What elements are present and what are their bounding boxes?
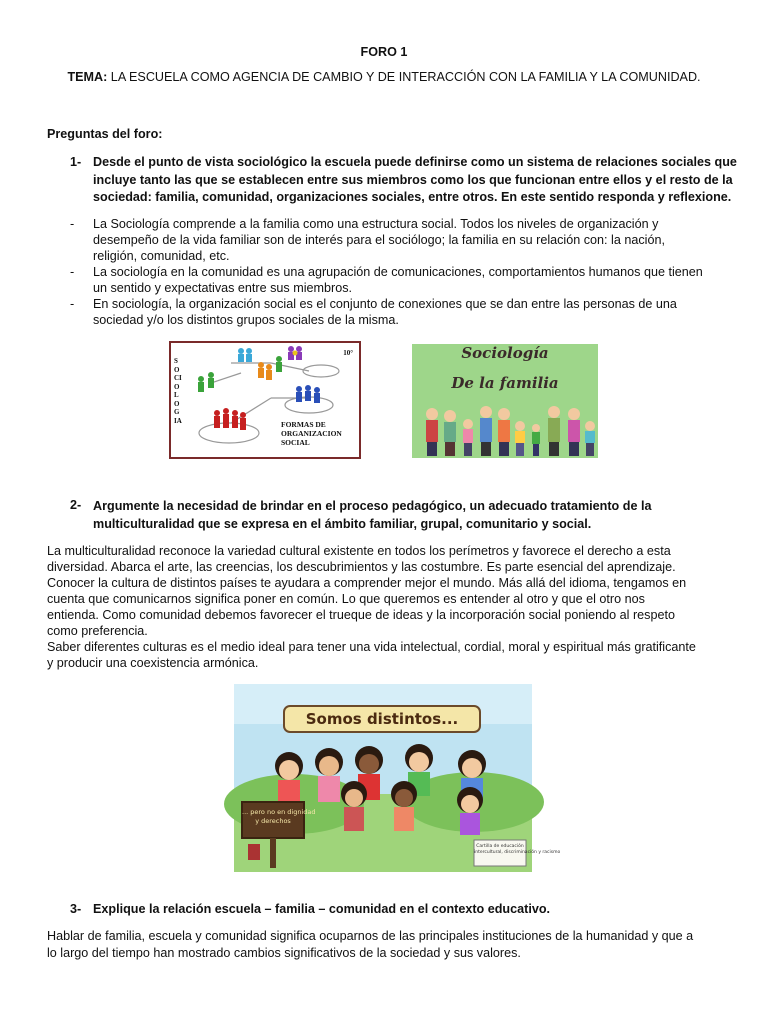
image-title-line-2: De la familia xyxy=(451,374,559,392)
bullet-line: La sociología en la comunidad es una agrupación de comunicaciones, comportamientos humanos que tienen xyxy=(93,265,703,279)
answer-line: Saber diferentes culturas es el medio ideal para tener una vida intelectual, cordial, moral y espiritual más gratificante xyxy=(47,640,696,654)
question-1-line: Desde el punto de vista sociológico la escuela puede definirse como un sistema de relaciones sociales que xyxy=(93,155,737,169)
caption-line: SOCIAL xyxy=(281,438,310,447)
bullet-line: desempeño de la vida familiar son de interés para el sociólogo; la familia en su relación con: la nación, xyxy=(93,233,665,247)
answer-line: cuenta que comunicarnos significa poner en común. Lo que queremos es entender al otro y que el otro nos xyxy=(47,592,645,606)
question-2-number: 2- xyxy=(70,498,82,512)
family-illustration xyxy=(412,400,598,458)
corner-label: 10° xyxy=(343,349,353,357)
bullet-text xyxy=(93,264,723,296)
answer-line: Hablar de familia, escuela y comunidad significa ocuparnos de las principales instituciones de la humanidad y que a xyxy=(47,929,694,943)
tema-label: TEMA: xyxy=(67,70,108,84)
bullet-line: En sociología, la organización social es el conjunto de conexiones que se dan entre las personas de una xyxy=(93,297,677,311)
question-2-text xyxy=(93,497,723,533)
sign-line: ... pero no en dignidad xyxy=(242,808,316,816)
question-1-text xyxy=(93,154,737,207)
sign-line: y derechos xyxy=(255,817,291,825)
footer-line: Cartilla de educación xyxy=(476,844,524,849)
image-caption xyxy=(281,420,342,447)
sign-text xyxy=(242,808,316,826)
answer-line: y producir una coexistencia armónica. xyxy=(47,656,259,670)
bullet-line: un sentido y expectativas entre sus miembros. xyxy=(93,281,352,295)
answer-line: diversidad. Abarca el arte, las creencias, los descubrimientos y las costumbre. Es parte esencial del aprendizaje. xyxy=(47,560,676,574)
bullet-dash: - xyxy=(70,217,75,231)
social-organization-image xyxy=(169,341,361,459)
family-sociology-image xyxy=(412,344,598,458)
image-footer-text xyxy=(474,844,561,856)
question-1-line: sociedad: familia, comunidad, organizaciones sociales, entre otros. En este sentido responda y reflexione. xyxy=(93,190,732,204)
answer-line: Conocer la cultura de distintos países te ayudara a comprender mejor el mundo. Más allá del idioma, tengamos en xyxy=(47,576,687,590)
bullet-text xyxy=(93,216,723,264)
banner-title: Somos distintos... xyxy=(305,710,459,728)
bullet-text xyxy=(93,296,723,328)
document-title: FORO 1 xyxy=(360,45,408,59)
preguntas-heading: Preguntas del foro: xyxy=(47,127,163,141)
question-3-number: 3- xyxy=(70,902,82,916)
answer-line: La multiculturalidad reconoce la variedad cultural existente en todos los perímetros y favorece el derecho a esta xyxy=(47,544,671,558)
question-1-number: 1- xyxy=(70,155,82,169)
answer-line: entienda. Como comunidad debemos favorecer el trueque de ideas y la incorporación social poniendo al respeto xyxy=(47,608,675,622)
somos-distintos-image xyxy=(234,684,561,872)
question-1-line: incluye tanto las que se establecen entre sus miembros como los que funcionan entre ellos y el resto de la xyxy=(93,172,733,187)
question-3-text: Explique la relación escuela – familia – comunidad en el contexto educativo. xyxy=(93,902,551,916)
question-3-answer xyxy=(47,928,727,962)
answer-line: como preferencia. xyxy=(47,624,148,638)
side-vertical-text: SOCIOLOGIA xyxy=(174,357,182,425)
image-title-line-1: Sociología xyxy=(461,344,549,362)
bullet-dash: - xyxy=(70,265,75,279)
caption-line: ORGANIZACION xyxy=(281,429,342,438)
tema-text: LA ESCUELA COMO AGENCIA DE CAMBIO Y DE INTERACCIÓN CON LA FAMILIA Y LA COMUNIDAD. xyxy=(107,70,701,84)
bullet-line: sociedad y/o los distintos grupos sociales de la misma. xyxy=(93,313,399,327)
bullet-dash: - xyxy=(70,297,75,311)
question-2-line: Argumente la necesidad de brindar en el proceso pedagógico, un adecuado tratamiento de la xyxy=(93,499,652,513)
answer-line: lo largo del tiempo han mostrado cambios significativos de la sociedad y sus valores. xyxy=(47,946,521,960)
question-2-answer xyxy=(47,543,727,671)
bullet-line: religión, comunidad, etc. xyxy=(93,249,230,263)
footer-line: intercultural, discriminación y racismo xyxy=(474,850,561,855)
question-2-line: multiculturalidad que se expresa en el ámbito familiar, grupal, comunitario y social. xyxy=(93,517,592,531)
tema-line xyxy=(0,69,768,85)
caption-line: FORMAS DE xyxy=(281,420,326,429)
bullet-line: La Sociología comprende a la familia como una estructura social. Todos los niveles de organización y xyxy=(93,217,659,231)
